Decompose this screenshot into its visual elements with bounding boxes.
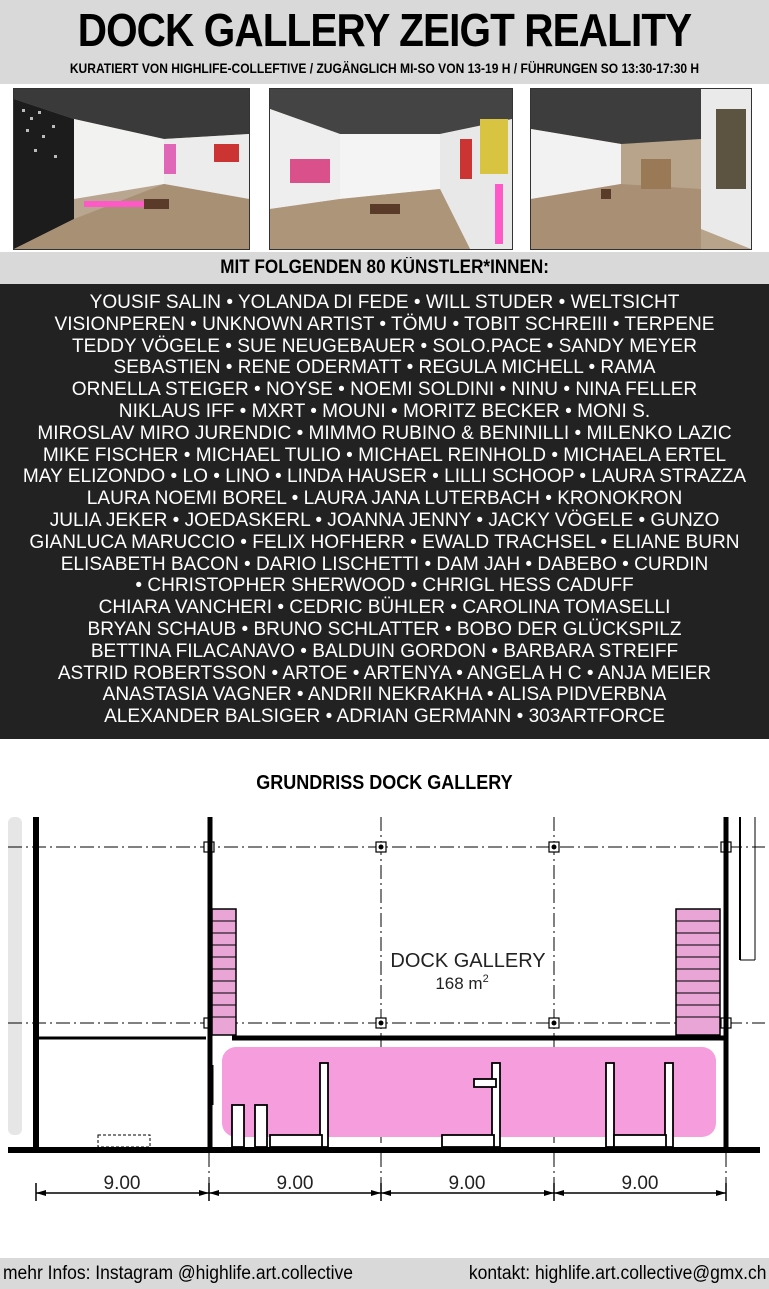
instagram-link[interactable]: mehr Infos: Instagram @highlife.art.collective [3,1263,354,1284]
artist-line: ORNELLA STEIGER • NOYSE • NOEMI SOLDINI • NINU • NINA FELLER [71,378,698,401]
artist-line: JULIA JEKER • JOEDASKERL • JOANNA JENNY • JACKY VÖGELE • GUNZO [49,508,720,531]
header-banner [0,0,769,84]
gallery-photo-2 [269,88,513,250]
artists-heading [0,252,769,284]
curator-opening-hours: KURATIERT VON HIGHLIFE-COLLEFTIVE / ZUGÄNGLICH MI-SO VON 13-19 H / FÜHRUNGEN SO 13:30-17:30 H [69,60,700,76]
artist-line: TEDDY VÖGELE • SUE NEUGEBAUER • SOLO.PACE • SANDY MEYER [71,334,698,357]
page-title: DOCK GALLERY ZEIGT REALITY [77,4,692,56]
artist-line: BETTINA FILACANAVO • BALDUIN GORDON • BARBARA STREIFF [90,639,679,662]
artist-line: CHIARA VANCHERI • CEDRIC BÜHLER • CAROLINA TOMASELLI [98,596,671,619]
gallery-photo-3 [530,88,752,250]
artist-line: VISIONPEREN • UNKNOWN ARTIST • TÖMU • TOBIT SCHREIII • TERPENE [54,312,715,335]
floorplan-heading-text: GRUNDRISS DOCK GALLERY [256,772,513,794]
artist-line: NIKLAUS IFF • MXRT • MOUNI • MORITZ BECKER • MONI S. [118,399,651,422]
room-name: DOCK GALLERY [390,950,546,972]
dimension-label-2: 9.00 [276,1173,314,1194]
dimension-label-1: 9.00 [103,1173,141,1194]
exhibition-area [222,1047,716,1137]
gallery-photo-1 [13,88,250,250]
stairs-left [212,909,236,1035]
grid-marker-dots [379,845,557,1026]
stairs-right [676,909,720,1035]
left-column-shape [8,817,22,1135]
artists-list [0,292,769,728]
artist-line: MAY ELIZONDO • LO • LINO • LINDA HAUSER • LILLI SCHOOP • LAURA STRAZZA [22,465,747,488]
artists-panel [0,284,769,739]
door-outline [98,1135,150,1147]
artist-line: BRYAN SCHAUB • BRUNO SCHLATTER • BOBO DER GLÜCKSPILZ [87,617,682,640]
artist-line: SEBASTIEN • RENE ODERMATT • REGULA MICHELL • RAMA [113,356,656,379]
contact-email[interactable]: kontakt: highlife.art.collective@gmx.ch [468,1263,766,1284]
dimension-label-4: 9.00 [621,1173,659,1194]
artist-line: MIKE FISCHER • MICHAEL TULIO • MICHAEL REINHOLD • MICHAELA ERTEL [42,443,727,466]
artist-line: ASTRID ROBERTSSON • ARTOE • ARTENYA • ANGELA H C • ANJA MEIER [57,661,712,684]
artist-line: ALEXANDER BALSIGER • ADRIAN GERMANN • 303ARTFORCE [104,705,665,728]
grid-markers [204,842,731,1028]
footer [0,1258,769,1289]
artist-line: GIANLUCA MARUCCIO • FELIX HOFHERR • EWALD TRACHSEL • ELIANE BURN [29,530,740,553]
artist-line: LAURA NOEMI BOREL • LAURA JANA LUTERBACH • KRONOKRON [86,487,683,510]
room-area [435,973,488,993]
room-area-number: 168 m [435,974,483,993]
room-area-sup: 2 [482,973,489,985]
gallery-photo-strip [0,84,769,252]
artist-line: YOUSIF SALIN • YOLANDA DI FEDE • WILL STUDER • WELTSICHT [89,291,680,313]
dimension-label-3: 9.00 [448,1173,486,1194]
artist-line: MIROSLAV MIRO JURENDIC • MIMMO RUBINO & BENINILLI • MILENKO LAZIC [37,421,732,444]
artist-line: ANASTASIA VAGNER • ANDRII NEKRAKHA • ALISA PIDVERBNA [102,683,667,706]
artist-line: • CHRISTOPHER SHERWOOD • CHRIGL HESS CADUFF [135,574,634,597]
artist-line: ELISABETH BACON • DARIO LISCHETTI • DAM JAH • DABEBO • CURDIN [60,552,709,575]
floorplan [0,805,769,1225]
floorplan-heading [0,772,769,795]
artists-heading-text: MIT FOLGENDEN 80 KÜNSTLER*INNEN: [220,257,549,278]
